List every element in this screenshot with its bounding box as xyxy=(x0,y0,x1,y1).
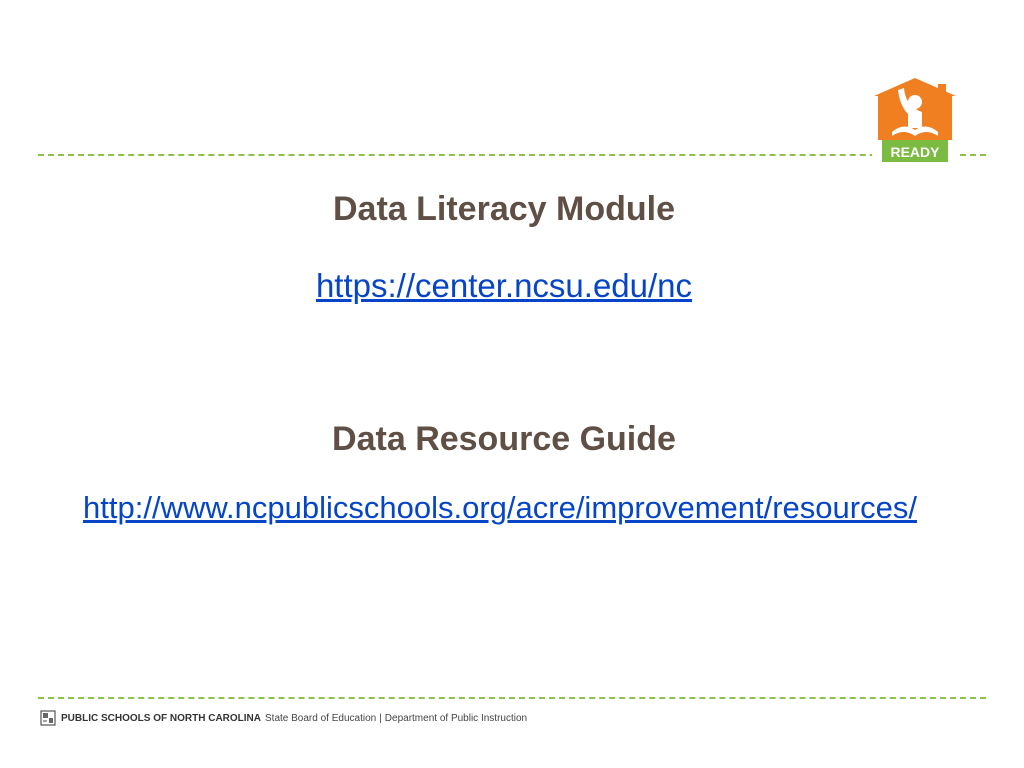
ready-logo xyxy=(872,76,958,166)
top-divider xyxy=(38,154,986,156)
data-resource-heading: Data Resource Guide xyxy=(332,420,676,458)
data-literacy-heading: Data Literacy Module xyxy=(333,190,675,228)
ready-house-icon xyxy=(872,76,958,166)
footer xyxy=(40,709,527,727)
footer-department: Department of Public Instruction xyxy=(384,712,528,724)
footer-separator: | xyxy=(379,712,382,724)
bottom-divider xyxy=(38,697,986,699)
footer-org: PUBLIC SCHOOLS OF NORTH CAROLINA xyxy=(61,712,261,724)
ready-label: READY xyxy=(890,144,940,160)
nc-seal-icon xyxy=(40,710,56,726)
data-resource-link[interactable]: http://www.ncpublicschools.org/acre/improvement/resources/ xyxy=(83,490,917,525)
data-literacy-link[interactable]: https://center.ncsu.edu/nc xyxy=(315,267,693,304)
footer-board: State Board of Education xyxy=(265,712,377,724)
